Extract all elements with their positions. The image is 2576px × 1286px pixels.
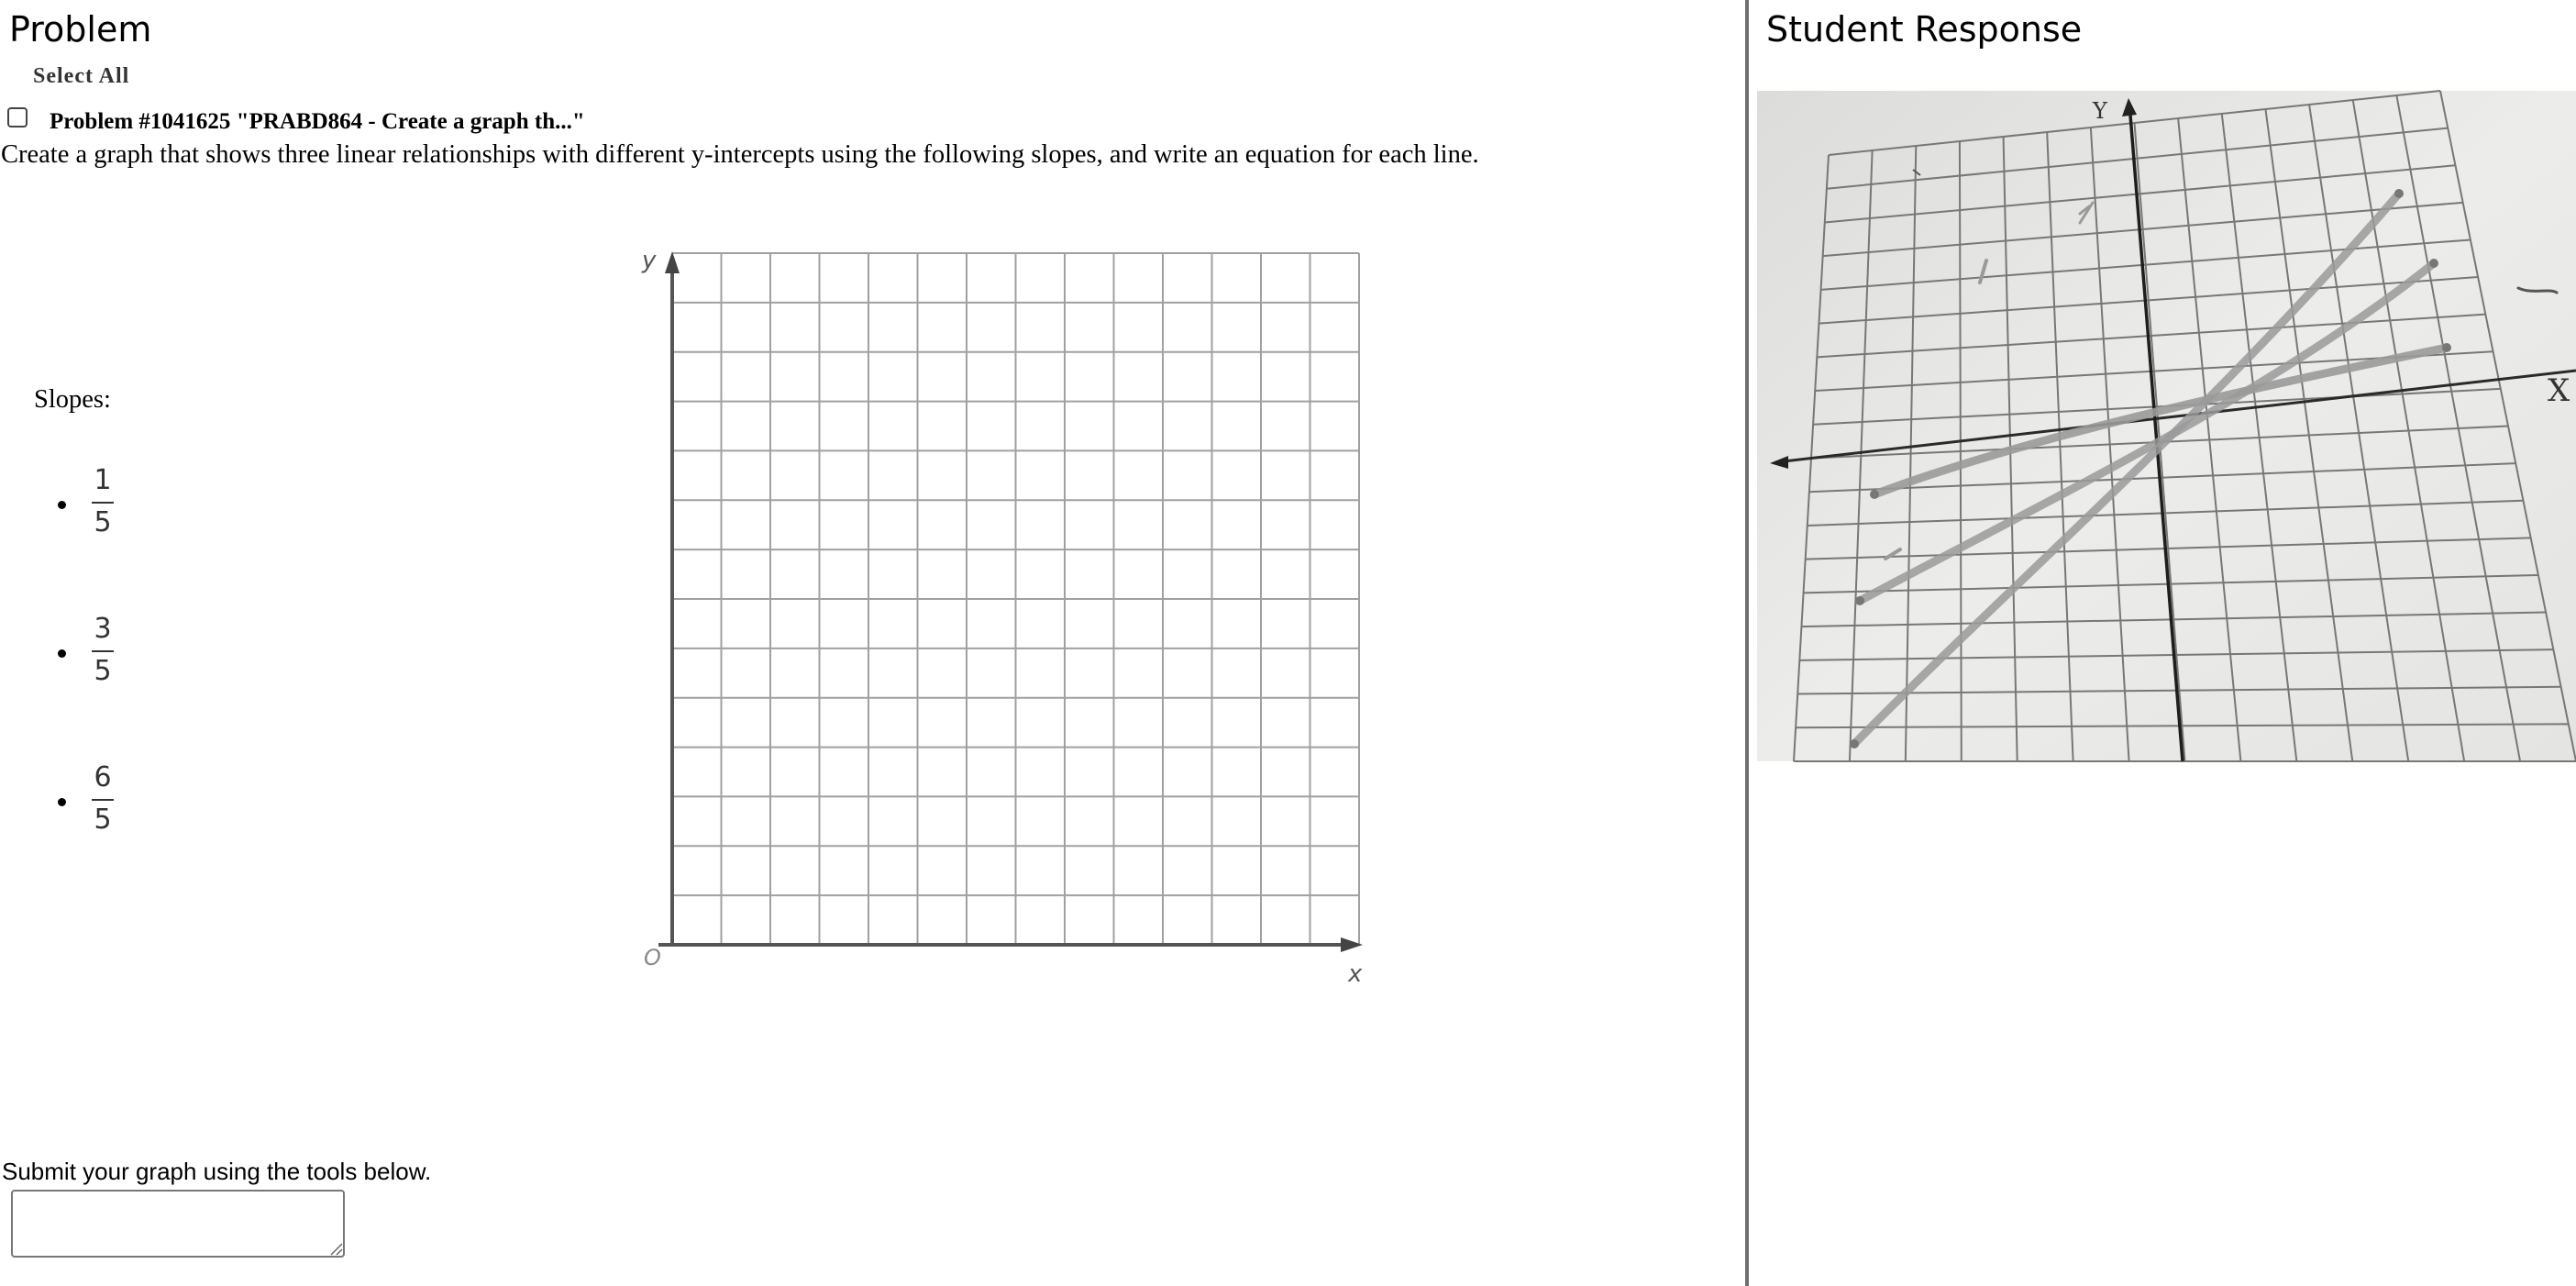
slope-list-item [55, 613, 119, 695]
fraction-bar [92, 650, 114, 652]
problem-text: Create a graph that shows three linear relationships with different y-intercepts using the following slopes, and write an equation for each line. [1, 140, 1479, 169]
answer-textarea[interactable] [11, 1190, 345, 1258]
bullet-icon [58, 798, 66, 806]
slope-numerator: 6 [94, 761, 112, 793]
y-axis-arrow-icon [665, 251, 680, 273]
photo-x-label: X [2548, 372, 2570, 409]
slope-denominator: 5 [94, 506, 112, 538]
clipped-text-line: Select All [33, 64, 130, 88]
grid-lines [672, 253, 1359, 945]
bullet-icon [58, 501, 66, 509]
blank-coordinate-grid [633, 246, 1385, 996]
fraction-bar [92, 502, 114, 504]
problem-heading: Problem #1041625 "PRABD864 - Create a graph th..." [50, 109, 585, 134]
student-response-title: Student Response [1766, 9, 2083, 50]
fraction-bar [92, 799, 114, 801]
slope-list-item [55, 464, 119, 547]
resize-grip-icon[interactable] [328, 1241, 343, 1256]
x-axis-label: x [1348, 960, 1363, 988]
student-photo-drawing [1757, 91, 2576, 761]
pane-divider[interactable] [1745, 0, 1749, 1286]
slopes-label: Slopes: [34, 385, 111, 414]
problem-select-checkbox[interactable] [7, 107, 28, 127]
slope-list-item [55, 761, 119, 844]
student-graph-photo [1757, 91, 2576, 761]
problem-pane-title: Problem [9, 9, 152, 50]
slope-denominator: 5 [94, 655, 112, 687]
slope-numerator: 1 [94, 464, 112, 496]
slope-denominator: 5 [94, 804, 112, 836]
bullet-icon [58, 649, 66, 658]
submit-instructions: Submit your graph using the tools below. [2, 1158, 432, 1185]
y-axis-label: y [642, 247, 657, 274]
photo-y-label: Y [2093, 98, 2107, 124]
slope-numerator: 3 [94, 613, 112, 645]
origin-label: O [644, 945, 661, 970]
